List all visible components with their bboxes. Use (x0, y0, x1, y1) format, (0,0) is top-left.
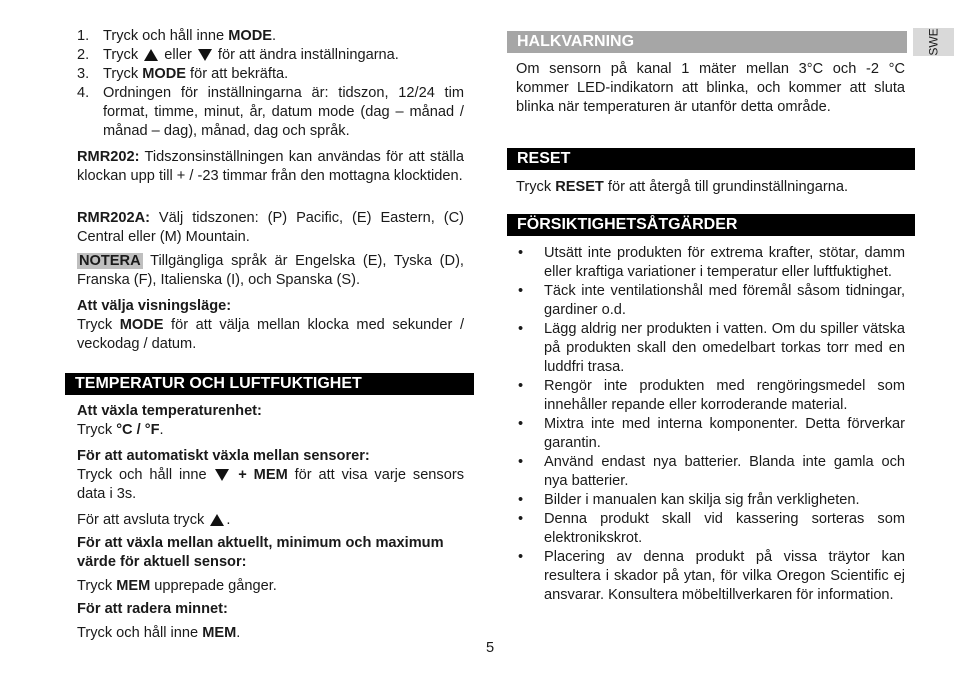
up-arrow-icon (210, 514, 224, 526)
auto-switch-heading: För att automatiskt växla mellan sensorer: (77, 448, 370, 464)
list-item: • Använd endast nya batterier. Blanda inte gamla och nya batterier. (518, 454, 905, 489)
bullet: • (518, 283, 524, 299)
bullet: • (518, 416, 524, 432)
clear-memory-text: Tryck och håll inne MEM. (77, 625, 241, 641)
page-number: 5 (485, 640, 495, 656)
display-mode-heading: Att välja visningsläge: (77, 298, 232, 314)
temp-unit-text: Tryck °C / °F. (77, 422, 164, 438)
down-arrow-icon (215, 469, 229, 481)
up-arrow-icon (144, 49, 158, 61)
list-item: • Mixtra inte med interna komponenter. Detta förverkar garantin. (518, 416, 905, 451)
clear-memory-heading: För att radera minnet: (77, 601, 228, 617)
reset-header: RESET (507, 148, 915, 170)
halkvarning-text: Om sensorn på kanal 1 mäter mellan 3°C och -2 °C kommer LED-indikatorn att blinka, och kommer att sluta blinka när temperaturen är utanför detta område. (516, 61, 905, 115)
auto-switch-end: För att avsluta tryck . (77, 512, 231, 528)
step-3: 3. Tryck MODE för att bekräfta. (77, 66, 289, 82)
list-item: • Lägg aldrig ner produkten i vatten. Om du spiller vätska på produkten skall den omedelbart torkas torr med en luddfri trasa. (518, 321, 905, 375)
display-mode-text: Tryck MODE för att välja mellan klocka med sekunder / veckodag / datum. (77, 317, 464, 352)
minmax-heading: För att växla mellan aktuellt, minimum och maximum värde för aktuell sensor: (77, 535, 444, 570)
minmax-section (77, 534, 464, 572)
safety-list (516, 244, 905, 605)
minmax-text: Tryck MEM upprepade gånger. (77, 578, 277, 594)
bullet: • (518, 454, 524, 470)
auto-switch-section (77, 447, 464, 504)
list-item: • Placering av denna produkt på vissa träytor kan resultera i skador på ytan, för vilka Oregon Scientific ej ansvarar. Konsultera möbeltillverkaren för information. (518, 549, 905, 603)
temperature-humidity-header: TEMPERATUR OCH LUFTFUKTIGHET (65, 373, 474, 395)
list-item: • Bilder i manualen kan skilja sig från verkligheten. (518, 492, 860, 508)
halkvarning-header: HALKVARNING (507, 31, 907, 53)
language-tab-label: SWE (926, 28, 940, 56)
bullet: • (518, 492, 524, 508)
temp-unit-heading: Att växla temperaturenhet: (77, 403, 262, 419)
setup-steps-list (77, 27, 464, 141)
language-tab (913, 28, 954, 56)
bullet: • (518, 511, 524, 527)
safety-header: FÖRSIKTIGHETSÅTGÄRDER (507, 214, 915, 236)
display-mode-section (77, 297, 464, 354)
rmr202a-paragraph: RMR202A: Välj tidszonen: (P) Pacific, (E) Eastern, (C) Central eller (M) Mountain. (77, 210, 464, 245)
step-2: 2. Tryck eller för att ändra inställningarna. (77, 47, 399, 63)
bullet: • (518, 378, 524, 394)
down-arrow-icon (198, 49, 212, 61)
step-1: 1. Tryck och håll inne MODE. (77, 28, 277, 44)
list-item: • Denna produkt skall vid kassering sorteras som elektronikskrot. (518, 511, 905, 546)
notera-paragraph: NOTERA Tillgängliga språk är Engelska (E), Tyska (D), Franska (F), Italienska (I), och Spanska (S). (77, 253, 464, 288)
notera-badge: NOTERA (79, 253, 141, 269)
list-item: • Rengör inte produkten med rengöringsmedel som innehåller repande eller korroderande material. (518, 378, 905, 413)
bullet: • (518, 549, 524, 565)
list-item: • Täck inte ventilationshål med föremål såsom tidningar, gardiner o.d. (518, 283, 905, 318)
bullet: • (518, 321, 524, 337)
list-item: • Utsätt inte produkten för extrema krafter, stötar, damm eller kraftiga variationer i temperatur eller luftfuktighet. (518, 245, 905, 280)
reset-text: Tryck RESET för att återgå till grundinställningarna. (516, 179, 849, 195)
auto-switch-text: Tryck och håll inne + MEM för att visa varje sensors data i 3s. (77, 467, 464, 502)
clear-memory-section (77, 600, 464, 619)
temp-unit-section (77, 402, 464, 440)
bullet: • (518, 245, 524, 261)
step-4: 4. Ordningen för inställningarna är: tidszon, 12/24 tim format, timme, minut, år, datum mode (dag – månad / månad – dag), månad, dag och språk. (77, 85, 464, 139)
rmr202-paragraph: RMR202: Tidszonsinställningen kan användas för att ställa klockan upp till + / -23 timmar från den mottagna klocktiden. (77, 149, 464, 184)
